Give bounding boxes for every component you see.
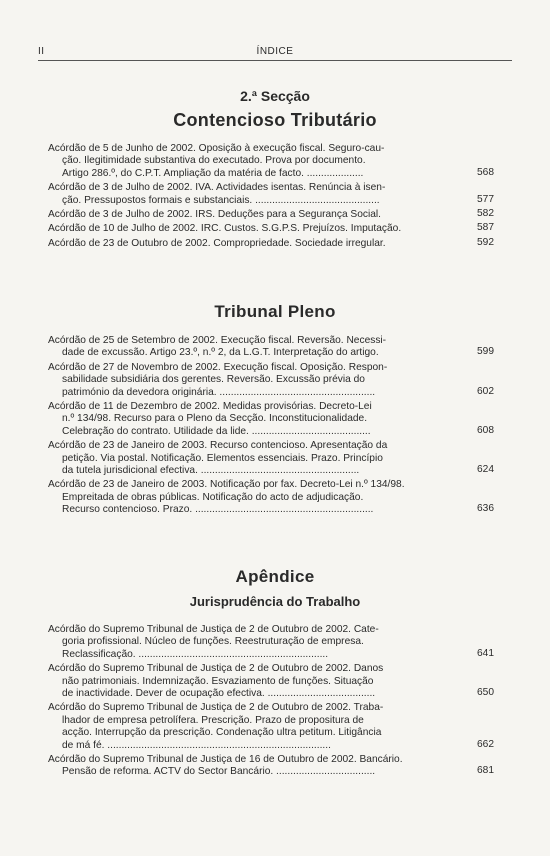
entry-page-number: 577: [477, 193, 494, 205]
entry-line: lhador de empresa petrolífera. Prescrição. Prazo de propositura de: [62, 714, 364, 726]
index-entry: [48, 702, 498, 752]
section-title: Apêndice: [235, 567, 315, 586]
index-entry: [48, 479, 498, 516]
entry-line: Acórdão de 5 de Junho de 2002. Oposição à execução fiscal. Seguro-cau-: [48, 143, 385, 154]
entry-line: Celebração do contrato. Utilidade da lide. ..........................................: [62, 425, 371, 437]
section-contencioso-entries: [48, 143, 498, 252]
section-subtitle: 2.ª Secção: [240, 88, 310, 104]
entry-line: património da devedora originária. .......................................................: [62, 386, 376, 398]
index-entry: [48, 335, 498, 360]
entry-page-number: 599: [477, 346, 494, 358]
entry-line: Artigo 286.º, do C.P.T. Ampliação da matéria de facto. ....................: [62, 167, 364, 179]
entry-page-number: 608: [477, 424, 494, 436]
entry-page-number: 592: [477, 236, 494, 248]
section-pleno-heading: [38, 302, 512, 322]
entry-line: ção. Pressupostos formais e substanciais. ............................................: [62, 194, 380, 206]
entry-line: Reclassificação. ...................................................................: [62, 648, 329, 660]
entry-page-number: 587: [477, 222, 494, 234]
entry-line: ção. Ilegitimidade substantiva do executado. Prova por documento.: [62, 155, 366, 167]
entry-page-number: 641: [477, 647, 494, 659]
entry-line: Acórdão do Supremo Tribunal de Justiça de 2 de Outubro de 2002. Cate-: [48, 624, 379, 635]
entry-line: Acórdão de 3 de Julho de 2002. IRS. Deduções para a Segurança Social.: [48, 209, 382, 221]
entry-line: petição. Via postal. Notificação. Elementos essenciais. Prazo. Princípio: [62, 452, 383, 464]
entry-page-number: 624: [477, 464, 494, 476]
entry-line: Acórdão do Supremo Tribunal de Justiça de 2 de Outubro de 2002. Traba-: [48, 702, 384, 714]
section-title: Tribunal Pleno: [214, 302, 336, 321]
entry-line: goria profissional. Núcleo de funções. Reestruturação de empresa.: [62, 636, 364, 648]
section-pleno-entries: [48, 335, 498, 519]
entry-line: não patrimoniais. Indemnização. Esvaziamento de funções. Situação: [62, 675, 374, 687]
entry-line: Acórdão do Supremo Tribunal de Justiça de 16 de Outubro de 2002. Bancário.: [48, 754, 403, 766]
entry-page-number: 582: [477, 208, 494, 220]
entry-line: acção. Interrupção da prescrição. Condenação ultra petitum. Litigância: [62, 727, 382, 739]
running-title: ÍNDICE: [256, 46, 294, 57]
entry-line: de inactividade. Dever de ocupação efectiva. ......................................: [62, 688, 376, 700]
index-entry: [48, 238, 498, 250]
entry-page-number: 636: [477, 503, 494, 515]
section-subtitle: Jurisprudência do Trabalho: [189, 594, 361, 609]
entry-line: Pensão de reforma. ACTV do Sector Bancário. ...................................: [62, 766, 376, 778]
entry-line: n.º 134/98. Recurso para o Pleno da Secção. Inconstitucionalidade.: [62, 413, 368, 425]
entry-line: Acórdão de 23 de Outubro de 2002. Compropriedade. Sociedade irregular.: [48, 237, 386, 249]
entry-page-number: 568: [477, 166, 494, 178]
index-entry: [48, 754, 498, 779]
entry-line: de má fé. ...............................................................................: [62, 739, 331, 751]
entry-line: Acórdão de 23 de Janeiro de 2003. Recurso contencioso. Apresentação da: [48, 440, 388, 452]
entry-line: Acórdão de 11 de Dezembro de 2002. Medidas provisórias. Decreto-Lei: [48, 401, 372, 413]
index-entry: [48, 143, 498, 180]
entry-line: da tutela jurisdicional efectiva. ........................................................: [62, 465, 360, 477]
index-entry: [48, 401, 498, 438]
index-entry: [48, 362, 498, 399]
entry-line: Acórdão de 10 de Julho de 2002. IRC. Custos. S.G.P.S. Prejuízos. Imputação.: [48, 223, 402, 235]
entry-line: dade de excussão. Artigo 23.º, n.º 2, da L.G.T. Interpretação do artigo.: [62, 347, 379, 359]
entry-line: Acórdão de 3 de Julho de 2002. IVA. Actividades isentas. Renúncia à isen-: [48, 182, 386, 194]
index-entry: [48, 209, 498, 221]
index-entry: [48, 624, 498, 661]
index-entry: [48, 223, 498, 235]
index-entry: [48, 182, 498, 207]
entry-page-number: 650: [477, 687, 494, 699]
entry-line: sabilidade subsidiária dos gerentes. Reversão. Excussão prévia do: [62, 374, 365, 386]
index-entry: [48, 440, 498, 477]
entry-line: Recurso contencioso. Prazo. ...............................................................: [62, 504, 374, 516]
running-header: [38, 44, 512, 61]
entry-page-number: 602: [477, 385, 494, 397]
entry-page-number: 662: [477, 738, 494, 750]
entry-line: Acórdão do Supremo Tribunal de Justiça de 2 de Outubro de 2002. Danos: [48, 663, 384, 675]
entry-line: Acórdão de 25 de Setembro de 2002. Execução fiscal. Reversão. Necessi-: [48, 335, 387, 346]
entry-line: Acórdão de 27 de Novembro de 2002. Execução fiscal. Oposição. Respon-: [48, 361, 388, 373]
section-apendice-heading: [38, 567, 512, 609]
entry-page-number: 681: [477, 765, 494, 777]
entry-line: Empreitada de obras públicas. Notificação do acto de adjudicação.: [62, 491, 364, 503]
entry-line: Acórdão de 23 de Janeiro de 2003. Notificação por fax. Decreto-Lei n.º 134/98.: [48, 479, 405, 491]
page-number: II: [38, 46, 45, 57]
section-contencioso-heading: [38, 88, 512, 131]
index-entry: [48, 663, 498, 700]
section-title: Contencioso Tributário: [173, 110, 377, 130]
section-apendice-entries: [48, 624, 498, 781]
